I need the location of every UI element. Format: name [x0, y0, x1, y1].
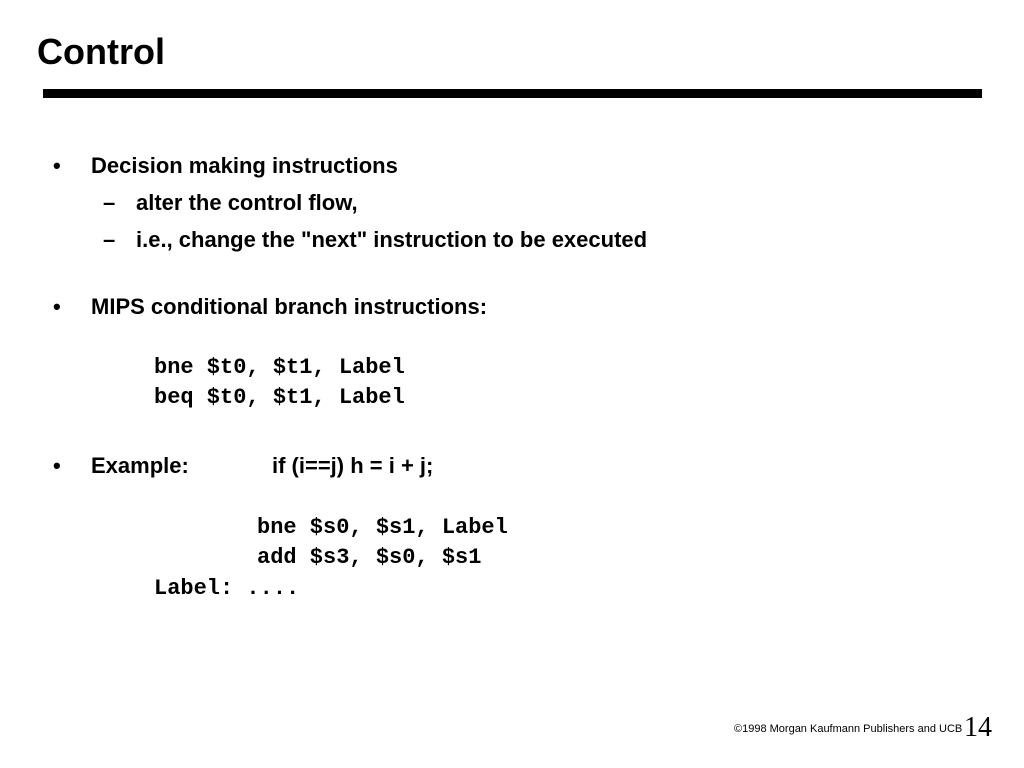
code-line-beq: beq $t0, $t1, Label	[154, 385, 405, 410]
bullet-mips-branch: MIPS conditional branch instructions:	[91, 294, 488, 319]
slide-title: Control	[37, 31, 165, 72]
code-line-example-bne: bne $s0, $s1, Label	[257, 515, 508, 540]
bullet-glyph: •	[53, 453, 61, 478]
example-statement: if (i==j) h = i + j;	[272, 453, 434, 478]
example-label: Example:	[91, 453, 189, 478]
code-line-example-add: add $s3, $s0, $s1	[257, 545, 482, 570]
page-number: 14	[964, 712, 992, 743]
dash-glyph: –	[103, 227, 116, 252]
copyright-footer: ©1998 Morgan Kaufmann Publishers and UCB	[734, 723, 963, 735]
subitem-alter-control-flow: alter the control flow,	[136, 190, 358, 215]
bullet-glyph: •	[53, 294, 61, 319]
subitem-change-next-instruction: i.e., change the "next" instruction to be executed	[136, 227, 648, 252]
bullet-decision-making: Decision making instructions	[91, 153, 398, 178]
code-line-bne: bne $t0, $t1, Label	[154, 355, 405, 380]
bullet-glyph: •	[53, 153, 61, 178]
dash-glyph: –	[103, 190, 116, 215]
code-line-example-label: Label: ....	[154, 576, 300, 601]
title-rule	[43, 89, 982, 98]
